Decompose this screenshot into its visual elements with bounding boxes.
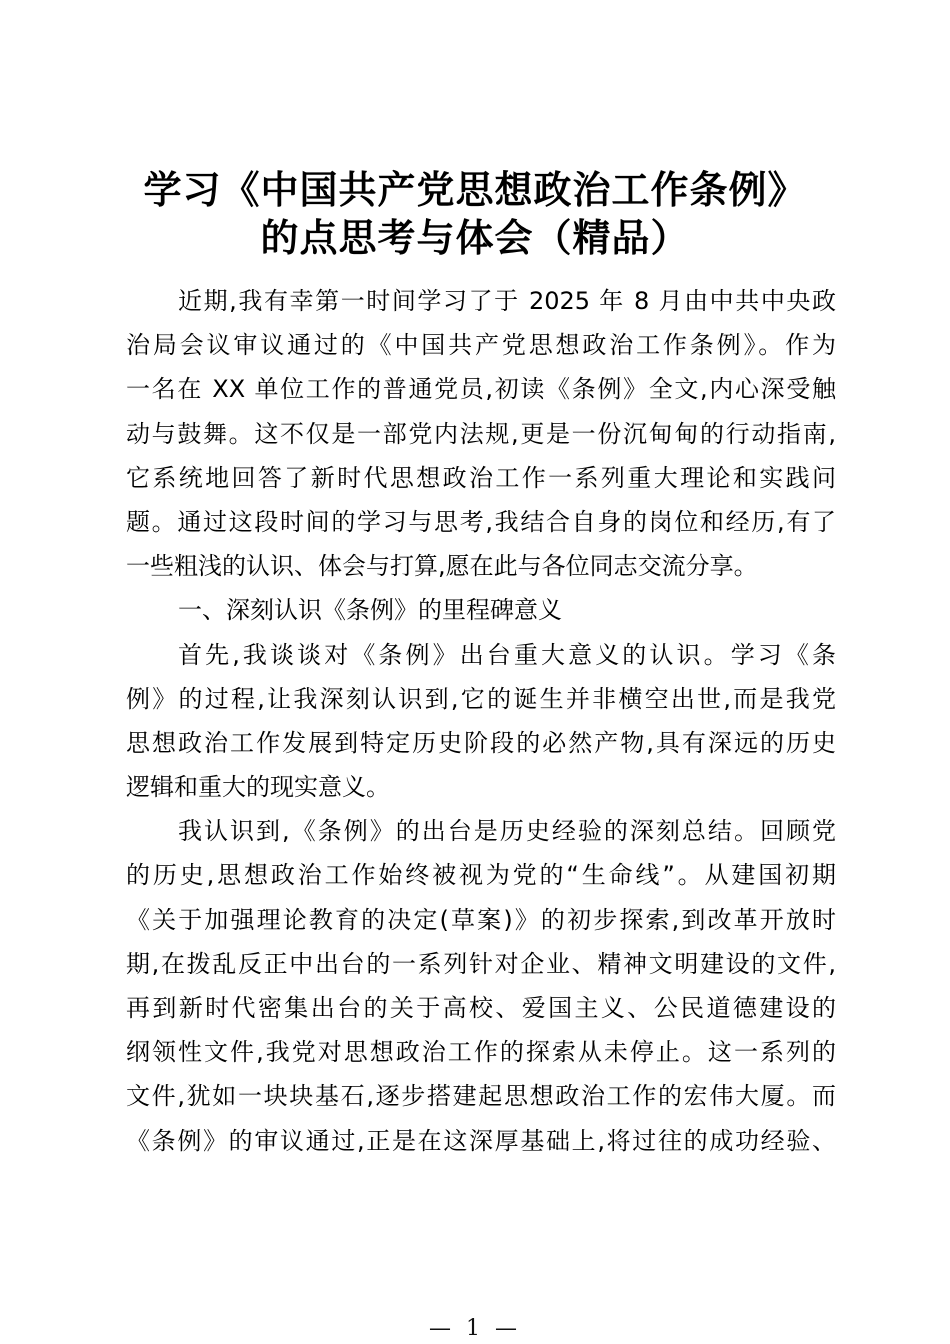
- section-heading: 一、深刻认识《条例》的里程碑意义: [178, 596, 562, 625]
- title-line: 的点思考与体会（精品）: [260, 216, 690, 260]
- paragraph-line: 期,在拨乱反正中出台的一系列针对企业、精神文明建设的文件,: [126, 949, 836, 978]
- paragraph-line: 题。通过这段时间的学习与思考,我结合自身的岗位和经历,有了: [126, 507, 836, 536]
- paragraph-line: 近期,我有幸第一时间学习了于 2025 年 8 月由中共中央政: [178, 287, 836, 315]
- paragraph-line: 我认识到,《条例》的出台是历史经验的深刻总结。回顾党: [178, 817, 836, 846]
- paragraph-line: 文件,犹如一块块基石,逐步搭建起思想政治工作的宏伟大厦。而: [126, 1082, 836, 1111]
- paragraph-line: 它系统地回答了新时代思想政治工作一系列重大理论和实践问: [126, 463, 836, 492]
- paragraph-line: 一些粗浅的认识、体会与打算,愿在此与各位同志交流分享。: [126, 552, 758, 581]
- paragraph-line: 《条例》的审议通过,正是在这深厚基础上,将过往的成功经验、: [126, 1126, 836, 1155]
- paragraph-line: 思想政治工作发展到特定历史阶段的必然产物,具有深远的历史: [126, 728, 836, 757]
- document-body: [126, 279, 836, 1163]
- document-title: [0, 166, 950, 262]
- paragraph-line: 《关于加强理论教育的决定(草案)》的初步探索,到改革开放时: [126, 905, 836, 934]
- paragraph-line: 动与鼓舞。这不仅是一部党内法规,更是一份沉甸甸的行动指南,: [126, 419, 836, 448]
- page-number: — 1 —: [429, 1316, 521, 1341]
- paragraph-line: 首先,我谈谈对《条例》出台重大意义的认识。学习《条: [178, 640, 836, 669]
- paragraph-line: 逻辑和重大的现实意义。: [126, 773, 390, 802]
- paragraph-line: 的历史,思想政治工作始终被视为党的“生命线”。从建国初期: [126, 861, 836, 890]
- paragraph-line: 例》的过程,让我深刻认识到,它的诞生并非横空出世,而是我党: [126, 684, 836, 713]
- paragraph-line: 纲领性文件,我党对思想政治工作的探索从未停止。这一系列的: [126, 1038, 836, 1067]
- title-line: 学习《中国共产党思想政治工作条例》: [143, 168, 807, 212]
- paragraph-line: 一名在 XX 单位工作的普通党员,初读《条例》全文,内心深受触: [126, 375, 836, 404]
- paragraph-line: 治局会议审议通过的《中国共产党思想政治工作条例》。作为: [126, 331, 836, 360]
- paragraph-line: 再到新时代密集出台的关于高校、爱国主义、公民道德建设的: [126, 994, 836, 1022]
